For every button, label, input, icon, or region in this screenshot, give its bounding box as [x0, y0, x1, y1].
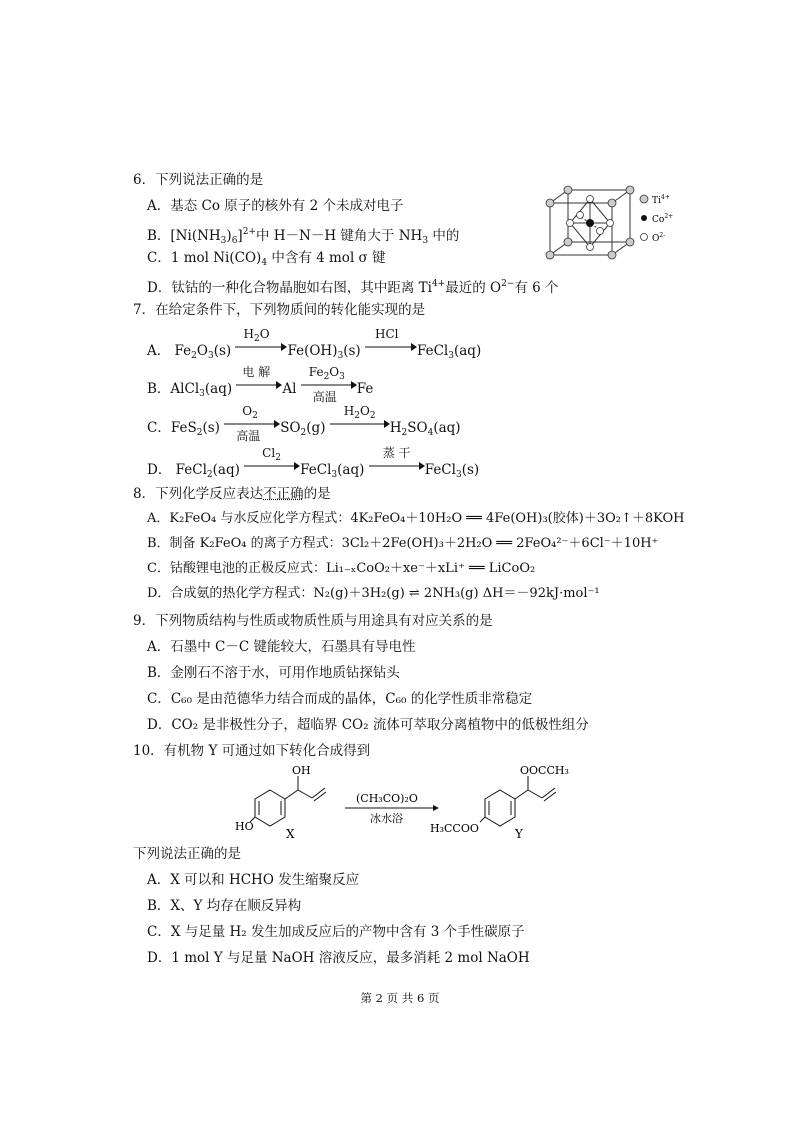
q8-option-d: D．合成氨的热化学方程式：N₂(g)＋3H₂(g) ⇌ 2NH₃(g) ΔH＝－92kJ·mol⁻¹ [147, 586, 600, 601]
svg-text:X: X [286, 827, 295, 841]
svg-text:H₃CCOO: H₃CCOO [430, 822, 479, 835]
q10-option-b: B．X、Y 均存在顺反异构 [147, 898, 302, 914]
q8-emphasis: 不正确 [263, 486, 304, 502]
q7-option-d: D． FeCl$_2$(aq) $Cl_2$ FeCl$_3$(aq) 蒸 干 FeCl$_3$(s) [147, 446, 480, 480]
svg-text:Y: Y [515, 827, 523, 841]
q7-stem: 7．在给定条件下，下列物质间的转化能实现的是 [133, 302, 426, 318]
page-footer: 第 2 页 共 6 页 [360, 991, 440, 1005]
molecule-x [250, 776, 326, 826]
q7-option-c: C．FeS$_2$(s) $O_2$ 高温 $SO_2(g)$ $H_2O_2$ $H_2SO_4(aq)$ [147, 404, 461, 443]
svg-text:冰水浴: 冰水浴 [370, 812, 403, 825]
svg-text:(CH₃CO)₂O: (CH₃CO)₂O [356, 792, 418, 805]
q9-stem: 9．下列物质结构与性质或物质性质与用途具有对应关系的是 [133, 613, 493, 629]
q9-option-d: D．CO₂ 是非极性分子，超临界 CO₂ 流体可萃取分离植物中的低极性组分 [147, 717, 589, 733]
q6-option-d: D．钛钴的一种化合物晶胞如右图，其中距离 $Ti^{4+}$最近的 $O^{2-}$有 6 个 [147, 279, 559, 296]
q7-option-b: B．AlCl$_3$(aq) 电 解 Al $Fe_2O_3$ 高温 Fe [147, 365, 374, 404]
q7c-arrow-2: $H_2O_2$ [330, 414, 390, 432]
q7-option-a: A． $Fe_2O_3(s)$ $H_2O$ $Fe(OH)_3(s)$ HCl FeCl$_3$(aq) [147, 327, 482, 361]
q7d-arrow-2: 蒸 干 [369, 456, 425, 474]
crystal-cell-diagram [540, 185, 690, 265]
q8-option-b: B．制备 K₂FeO₄ 的离子方程式：3Cl₂＋2Fe(OH)₃＋2H₂O ══ 2FeO₄²⁻＋6Cl⁻＋10H⁺ [147, 536, 659, 551]
q9-option-b: B．金刚石不溶于水，可用作地质钻探钻头 [147, 665, 400, 681]
q9-option-a: A．石墨中 C－C 键能较大，石墨具有导电性 [147, 639, 416, 655]
svg-text:OOCCH₃: OOCCH₃ [520, 764, 569, 777]
q8-option-a: A．K₂FeO₄ 与水反应化学方程式：4K₂FeO₄＋10H₂O ══ 4Fe(OH)₃(胶体)＋3O₂↑＋8KOH [147, 511, 685, 526]
q7b-arrow-2: $Fe_2O_3$ 高温 [301, 375, 357, 393]
q7b-arrow-1: 电 解 [236, 375, 282, 393]
svg-text:O2-: $O^{2-}$ [652, 232, 666, 244]
svg-text:Co2+: $Co^{2+}$ [652, 213, 674, 225]
q8-option-c: C．钴酸锂电池的正极反应式：Li₁₋ₓCoO₂＋xe⁻＋xLi⁺ ══ LiCoO₂ [147, 561, 536, 576]
q7a-arrow-1: $H_2O$ [235, 337, 287, 355]
q7d-arrow-1: $Cl_2$ [244, 456, 300, 474]
q7c-arrow-1: $O_2$ 高温 [224, 414, 280, 432]
svg-text:HO: HO [235, 820, 254, 833]
q8-stem: 8．下列化学反应表达不正确的是 [133, 486, 331, 502]
q6-option-a: A．基态 Co 原子的核外有 2 个未成对电子 [147, 198, 404, 214]
q6-option-c: C．1 mol $Ni(CO)_4$ 中含有 4 mol σ 键 [147, 250, 386, 268]
q10-option-c: C．X 与足量 H₂ 发生加成反应后的产物中含有 3 个手性碳原子 [147, 924, 525, 940]
q9-option-c: C．C₆₀ 是由范德华力结合而成的晶体，C₆₀ 的化学性质非常稳定 [147, 691, 533, 707]
q6-stem: 6．下列说法正确的是 [133, 172, 264, 188]
q10-option-a: A．X 可以和 HCHO 发生缩聚反应 [147, 872, 360, 888]
reaction-scheme [230, 760, 590, 845]
q10-prompt: 下列说法正确的是 [133, 846, 241, 862]
molecule-y [480, 776, 556, 826]
q6-option-b: B．$[Ni(NH_3)_6]^{2+}$中 H－N－H 键角大于 $NH_3$ 中的 [147, 227, 460, 246]
q10-stem: 10．有机物 Y 可通过如下转化合成得到 [133, 743, 371, 759]
svg-text:OH: OH [292, 764, 311, 777]
q7a-arrow-2: HCl [365, 337, 417, 355]
q10-option-d: D．1 mol Y 与足量 NaOH 溶液反应，最多消耗 2 mol NaOH [147, 950, 530, 966]
svg-text:Ti4+: $Ti^{4+}$ [652, 194, 670, 206]
